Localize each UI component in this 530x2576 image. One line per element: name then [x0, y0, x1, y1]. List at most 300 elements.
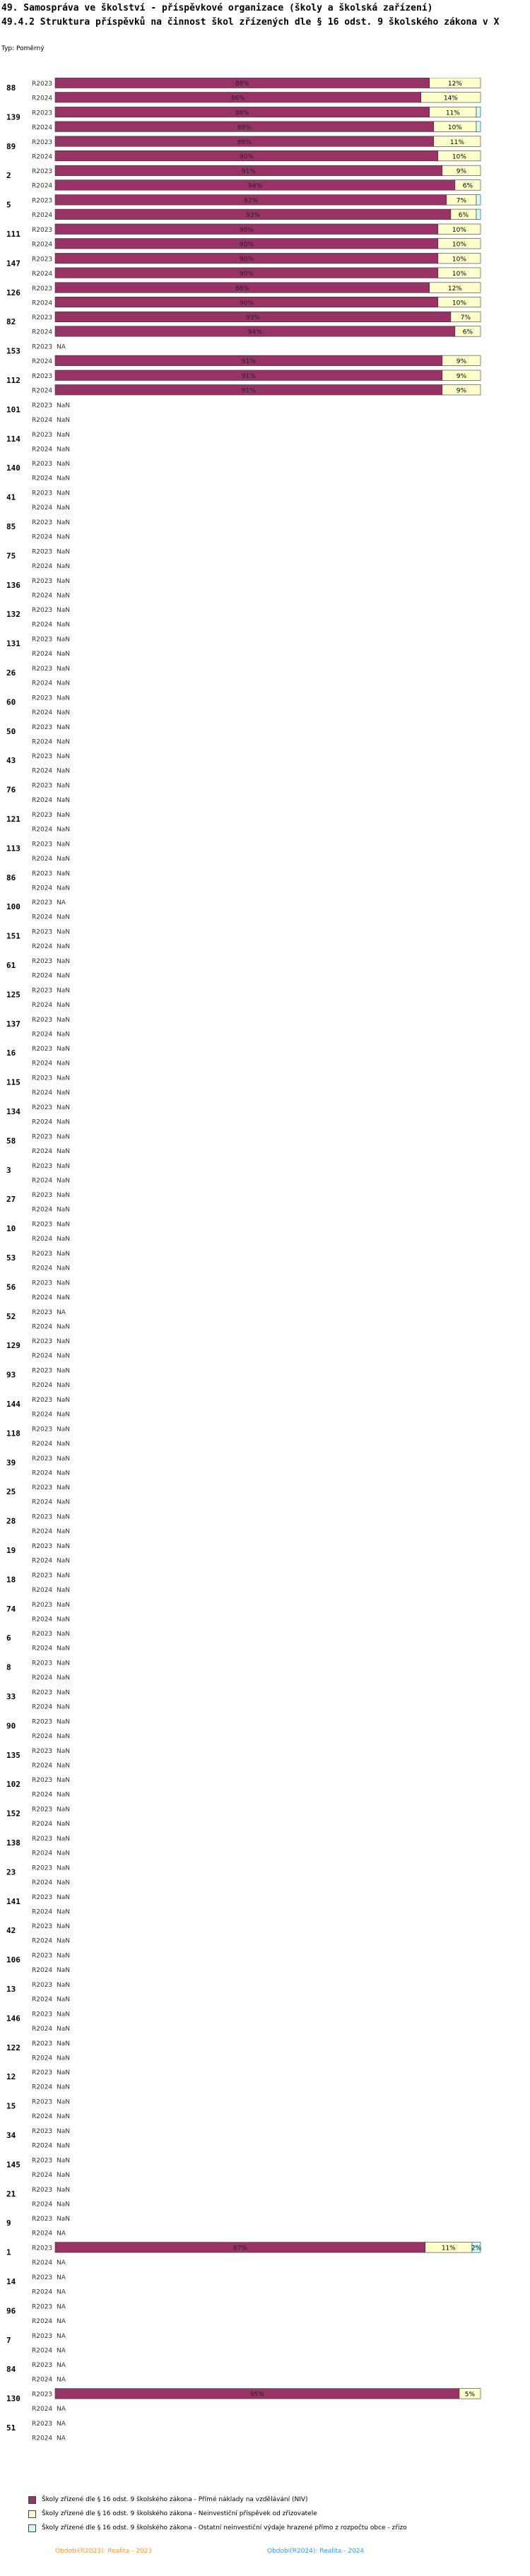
missing-value-label: NaN — [57, 1528, 70, 1536]
period-label: R2023 — [32, 2332, 53, 2340]
bar-value-label: 93% — [245, 212, 260, 220]
period-label: R2024 — [32, 1616, 53, 1624]
group-label: 137 — [6, 1019, 20, 1029]
missing-value-label: NaN — [57, 1426, 70, 1434]
group-label: 86 — [6, 873, 16, 882]
legend-item-prispevek — [28, 2507, 407, 2521]
missing-value-label: NaN — [57, 1338, 70, 1346]
missing-value-label: NaN — [57, 1836, 70, 1843]
bar-segment — [476, 122, 481, 132]
period-label: R2023 — [32, 870, 53, 878]
period-label: R2024 — [32, 1586, 53, 1594]
period-label: R2023 — [32, 227, 53, 234]
period-label: R2024 — [32, 2317, 53, 2325]
missing-value-label: NaN — [57, 1791, 70, 1799]
bar-value-label: 6% — [462, 182, 473, 190]
group-label: 138 — [6, 1838, 20, 1848]
period-label: R2023 — [32, 1075, 53, 1082]
period-label: R2023 — [32, 1397, 53, 1404]
period-label: R2023 — [32, 2069, 53, 2077]
missing-value-label: NaN — [57, 1499, 70, 1506]
legend-item-ostatni — [28, 2521, 407, 2535]
period-label: R2024 — [32, 212, 53, 220]
missing-value-label: NaN — [57, 987, 70, 995]
period-label: R2024 — [32, 2259, 53, 2267]
group-label: 82 — [6, 317, 16, 327]
bar-value-label: 5% — [464, 2391, 476, 2399]
period-label: R2023 — [32, 1513, 53, 1521]
missing-value-label: NaN — [57, 2201, 70, 2209]
missing-value-label: NaN — [57, 2055, 70, 2062]
bar-value-label: 90% — [239, 153, 254, 161]
period-label: R2023 — [32, 1251, 53, 1258]
bar-value-label: 90% — [239, 227, 254, 234]
period-label: R2024 — [32, 709, 53, 716]
period-label: R2024 — [32, 1323, 53, 1331]
period-label: R2023 — [32, 2040, 53, 2048]
period-label: R2024 — [32, 358, 53, 366]
period-label: R2023 — [32, 1601, 53, 1609]
legend-swatch-prispevek — [28, 2510, 36, 2518]
period-label: R2024 — [32, 1499, 53, 1506]
bar-value-label: 91% — [241, 168, 256, 176]
group-label: 33 — [6, 1692, 16, 1701]
period-label: R2024 — [32, 943, 53, 951]
period-label: R2024 — [32, 475, 53, 483]
period-label: R2023 — [32, 490, 53, 497]
missing-value-label: NaN — [57, 1660, 70, 1667]
missing-value-label: NaN — [57, 2025, 70, 2033]
missing-value-label: NaN — [57, 1879, 70, 1886]
period-label: R2023 — [32, 958, 53, 965]
missing-value-label: NaN — [57, 519, 70, 526]
bar-value-label: 94% — [247, 329, 262, 336]
period-label: R2024 — [32, 1645, 53, 1653]
missing-value-label: NaN — [57, 797, 70, 805]
bar-value-label: 9% — [456, 168, 467, 176]
period-label: R2023 — [32, 1016, 53, 1024]
missing-value-label: NaN — [57, 914, 70, 921]
period-label: R2024 — [32, 2084, 53, 2091]
period-label: R2023 — [32, 2098, 53, 2106]
period-label: R2023 — [32, 1660, 53, 1667]
missing-value-label: NaN — [57, 1586, 70, 1594]
missing-value-label: NaN — [57, 1893, 70, 1901]
stacked-bar-chart — [0, 78, 530, 2480]
period-label: R2024 — [32, 855, 53, 863]
group-label: 18 — [6, 1575, 16, 1585]
missing-value-label: NaN — [57, 1265, 70, 1272]
group-label: 131 — [6, 639, 20, 649]
missing-value-label: NaN — [57, 1777, 70, 1785]
group-label: 85 — [6, 522, 16, 531]
group-label: 56 — [6, 1282, 16, 1292]
period-label: R2023 — [32, 1865, 53, 1872]
missing-value-label: NaN — [57, 1236, 70, 1243]
group-label: 26 — [6, 668, 16, 678]
missing-value-label: NaN — [57, 1089, 70, 1097]
missing-value-label: NaN — [57, 1850, 70, 1857]
legend-label-niv: Školy zřízené dle § 16 odst. 9 školského zákona - Přímé náklady na vzdělávání (NIV) — [42, 2496, 308, 2503]
missing-value-label: NA — [57, 343, 66, 351]
bar-segment — [476, 209, 481, 220]
missing-value-label: NaN — [57, 1543, 70, 1550]
period-label: R2024 — [32, 2435, 53, 2442]
missing-value-label: NaN — [57, 446, 70, 454]
group-label: 106 — [6, 1955, 20, 1965]
missing-value-label: NaN — [57, 2040, 70, 2048]
period-label: R2024 — [32, 533, 53, 541]
missing-value-label: NaN — [57, 577, 70, 585]
missing-value-label: NaN — [57, 1382, 70, 1390]
period-label: R2023 — [32, 431, 53, 439]
period-label: R2023 — [32, 2216, 53, 2223]
group-label: 93 — [6, 1370, 16, 1380]
period-label: R2023 — [32, 2245, 53, 2252]
missing-value-label: NaN — [57, 504, 70, 512]
missing-value-label: NaN — [57, 2128, 70, 2135]
period-label: R2023 — [32, 607, 53, 615]
period-label: R2024 — [32, 1470, 53, 1477]
missing-value-label: NaN — [57, 1747, 70, 1755]
period-label: R2024 — [32, 182, 53, 190]
period-label: R2024 — [32, 1557, 53, 1565]
group-label: 25 — [6, 1487, 16, 1497]
missing-value-label: NaN — [57, 1016, 70, 1024]
group-label: 113 — [6, 844, 20, 853]
group-label: 89 — [6, 141, 16, 151]
group-label: 60 — [6, 697, 16, 707]
period-label: R2024 — [32, 387, 53, 395]
period-label: R2024 — [32, 1440, 53, 1448]
missing-value-label: NaN — [57, 1865, 70, 1872]
group-label: 129 — [6, 1341, 20, 1351]
period-label: R2024 — [32, 446, 53, 454]
missing-value-label: NaN — [57, 1177, 70, 1185]
period-label: R2023 — [32, 1280, 53, 1287]
period-label: R2024 — [32, 2171, 53, 2179]
group-label: 125 — [6, 990, 20, 1000]
bar-value-label: 6% — [458, 212, 469, 220]
group-label: 14 — [6, 2277, 16, 2286]
missing-value-label: NaN — [57, 1923, 70, 1931]
period-label: R2023 — [32, 2128, 53, 2135]
group-label: 151 — [6, 931, 20, 941]
missing-value-label: NaN — [57, 2069, 70, 2077]
group-label: 147 — [6, 259, 20, 268]
period-label: R2024 — [32, 1382, 53, 1390]
period-label: R2024 — [32, 1352, 53, 1360]
period-label: R2023 — [32, 2274, 53, 2281]
legend-swatch-ostatni — [28, 2524, 36, 2532]
period-label: R2023 — [32, 1162, 53, 1170]
bar-value-label: 11% — [445, 110, 460, 117]
missing-value-label: NaN — [57, 1280, 70, 1287]
group-label: 23 — [6, 1867, 16, 1877]
period-label: R2023 — [32, 2362, 53, 2370]
group-label: 34 — [6, 2131, 16, 2140]
bar-value-label: 10% — [452, 270, 466, 278]
legend-label-prispevek: Školy zřízené dle § 16 odst. 9 školského zákona - Neinvestiční příspěvek od zřizovatele — [42, 2510, 317, 2517]
group-label: 144 — [6, 1400, 20, 1409]
group-label: 139 — [6, 112, 20, 122]
missing-value-label: NaN — [57, 1631, 70, 1638]
missing-value-label: NaN — [57, 1674, 70, 1682]
title-line-2: 49.4.2 Struktura příspěvků na činnost škol zřízených dle § 16 odst. 9 školského zákona v X — [1, 17, 500, 28]
period-label: R2024 — [32, 1937, 53, 1945]
group-label: 53 — [6, 1253, 16, 1263]
period-label: R2023 — [32, 1221, 53, 1229]
group-label: 19 — [6, 1546, 16, 1555]
missing-value-label: NaN — [57, 1411, 70, 1419]
period-label: R2024 — [32, 504, 53, 512]
missing-value-label: NaN — [57, 709, 70, 716]
bar-value-label: 91% — [241, 387, 256, 395]
group-label: 51 — [6, 2423, 16, 2433]
period-label: R2023 — [32, 577, 53, 585]
period-label: R2024 — [32, 738, 53, 746]
missing-value-label: NA — [57, 2421, 66, 2428]
bar-value-label: 10% — [452, 227, 466, 234]
period-label: R2024 — [32, 1821, 53, 1828]
bar-value-label: 88% — [235, 110, 249, 117]
missing-value-label: NA — [57, 2332, 66, 2340]
missing-value-label: NaN — [57, 1251, 70, 1258]
missing-value-label: NaN — [57, 1732, 70, 1740]
period-label: R2023 — [32, 1893, 53, 1901]
period-label: R2023 — [32, 1104, 53, 1111]
group-label: 141 — [6, 1896, 20, 1906]
missing-value-label: NA — [57, 2230, 66, 2238]
period-label: R2024 — [32, 1236, 53, 1243]
bar-value-label: 7% — [460, 314, 471, 322]
missing-value-label: NA — [57, 2435, 66, 2442]
group-label: 58 — [6, 1136, 16, 1146]
footer-period-2023: Obdobi(R2023): Realita - 2023 — [55, 2548, 153, 2555]
missing-value-label: NaN — [57, 870, 70, 878]
missing-value-label: NaN — [57, 1352, 70, 1360]
period-label: R2024 — [32, 1762, 53, 1770]
group-label: 121 — [6, 815, 20, 824]
bar-value-label: 10% — [452, 153, 466, 161]
missing-value-label: NaN — [57, 943, 70, 951]
missing-value-label: NaN — [57, 621, 70, 629]
period-label: R2024 — [32, 2113, 53, 2121]
group-label: 111 — [6, 230, 20, 239]
legend-swatch-niv — [28, 2496, 36, 2504]
group-label: 13 — [6, 1985, 16, 1994]
bar-value-label: 88% — [235, 81, 249, 88]
missing-value-label: NA — [57, 2288, 66, 2296]
period-label: R2023 — [32, 1455, 53, 1463]
period-label: R2023 — [32, 1367, 53, 1375]
missing-value-label: NaN — [57, 402, 70, 410]
missing-value-label: NaN — [57, 753, 70, 761]
missing-value-label: NaN — [57, 1031, 70, 1039]
bar-value-label: 12% — [447, 81, 462, 88]
period-label: R2023 — [32, 1718, 53, 1726]
period-label: R2024 — [32, 1791, 53, 1799]
missing-value-label: NaN — [57, 2157, 70, 2165]
period-label: R2024 — [32, 1879, 53, 1886]
period-label: R2024 — [32, 1001, 53, 1009]
group-label: 10 — [6, 1224, 16, 1234]
missing-value-label: NaN — [57, 2216, 70, 2223]
bar-value-label: 89% — [237, 138, 252, 146]
bar-value-label: 9% — [456, 358, 467, 366]
period-label: R2023 — [32, 1777, 53, 1785]
period-label: R2024 — [32, 329, 53, 336]
period-label: R2024 — [32, 2025, 53, 2033]
bar-value-label: 6% — [462, 329, 473, 336]
group-label: 90 — [6, 1721, 16, 1731]
bar-value-label: 93% — [245, 314, 260, 322]
period-label: R2023 — [32, 168, 53, 176]
legend — [28, 2493, 407, 2535]
missing-value-label: NaN — [57, 1996, 70, 2004]
missing-value-label: NaN — [57, 1147, 70, 1155]
bar-value-label: 90% — [239, 300, 254, 307]
missing-value-label: NaN — [57, 1162, 70, 1170]
group-label: 9 — [6, 2218, 11, 2228]
group-label: 16 — [6, 1048, 16, 1058]
missing-value-label: NaN — [57, 2186, 70, 2194]
missing-value-label: NaN — [57, 533, 70, 541]
missing-value-label: NaN — [57, 490, 70, 497]
period-label: R2024 — [32, 270, 53, 278]
period-label: R2023 — [32, 1952, 53, 1960]
title-line-1: 49. Samospráva ve školství - příspěvkové organizace (školy a školská zařízení) — [1, 3, 433, 13]
group-label: 135 — [6, 1750, 20, 1760]
missing-value-label: NaN — [57, 475, 70, 483]
missing-value-label: NaN — [57, 1689, 70, 1696]
period-label: R2023 — [32, 1747, 53, 1755]
missing-value-label: NaN — [57, 928, 70, 936]
bar-value-label: 91% — [241, 373, 256, 380]
group-label: 27 — [6, 1195, 16, 1205]
period-label: R2024 — [32, 1206, 53, 1214]
missing-value-label: NaN — [57, 680, 70, 687]
missing-value-label: NaN — [57, 1937, 70, 1945]
missing-value-label: NaN — [57, 461, 70, 468]
period-label: R2024 — [32, 621, 53, 629]
missing-value-label: NaN — [57, 1821, 70, 1828]
missing-value-label: NaN — [57, 1572, 70, 1580]
bar-value-label: 14% — [443, 95, 458, 102]
group-label: 152 — [6, 1809, 20, 1819]
bar-segment — [476, 107, 481, 117]
group-label: 15 — [6, 2101, 16, 2111]
period-label: R2023 — [32, 402, 53, 410]
missing-value-label: NaN — [57, 1440, 70, 1448]
period-label: R2024 — [32, 1996, 53, 2004]
period-label: R2023 — [32, 81, 53, 88]
period-label: R2024 — [32, 2347, 53, 2355]
period-label: R2024 — [32, 300, 53, 307]
missing-value-label: NaN — [57, 1455, 70, 1463]
bar-value-label: 12% — [447, 285, 462, 293]
group-label: 74 — [6, 1604, 16, 1614]
period-label: R2024 — [32, 1060, 53, 1068]
period-label: R2024 — [32, 592, 53, 600]
period-label: R2024 — [32, 826, 53, 834]
group-label: 101 — [6, 405, 20, 415]
period-label: R2024 — [32, 2288, 53, 2296]
period-label: R2023 — [32, 1631, 53, 1638]
missing-value-label: NaN — [57, 1075, 70, 1082]
bar-value-label: 11% — [449, 138, 464, 146]
group-label: 52 — [6, 1311, 16, 1321]
period-label: R2023 — [32, 1543, 53, 1550]
missing-value-label: NaN — [57, 2098, 70, 2106]
missing-value-label: NaN — [57, 2084, 70, 2091]
missing-value-label: NA — [57, 2303, 66, 2311]
missing-value-label: NaN — [57, 1703, 70, 1711]
group-label: 84 — [6, 2365, 16, 2375]
bar-value-label: 88% — [235, 285, 249, 293]
period-label: R2024 — [32, 562, 53, 570]
period-label: R2024 — [32, 2201, 53, 2209]
group-label: 134 — [6, 1107, 20, 1116]
missing-value-label: NaN — [57, 651, 70, 658]
group-label: 115 — [6, 1077, 20, 1087]
missing-value-label: NaN — [57, 855, 70, 863]
missing-value-label: NA — [57, 2406, 66, 2413]
missing-value-label: NaN — [57, 1806, 70, 1814]
bar-value-label: 90% — [239, 270, 254, 278]
missing-value-label: NaN — [57, 562, 70, 570]
period-label: R2024 — [32, 1528, 53, 1536]
period-label: R2024 — [32, 914, 53, 921]
period-label: R2023 — [32, 1133, 53, 1141]
period-label: R2023 — [32, 753, 53, 761]
missing-value-label: NaN — [57, 812, 70, 819]
bar-value-label: 11% — [441, 2245, 456, 2252]
group-label: 102 — [6, 1780, 20, 1790]
period-label: R2023 — [32, 2157, 53, 2165]
legend-label-ostatni: Školy zřízené dle § 16 odst. 9 školského zákona - Ostatní neinvestiční výdaje hrazené přímo z rozpočtu obce - zřizo — [42, 2524, 407, 2531]
period-label: R2024 — [32, 1703, 53, 1711]
group-label: 8 — [6, 1662, 11, 1672]
missing-value-label: NaN — [57, 1513, 70, 1521]
group-label: 146 — [6, 2014, 20, 2023]
missing-value-label: NaN — [57, 2113, 70, 2121]
missing-value-label: NaN — [57, 2011, 70, 2019]
group-label: 12 — [6, 2072, 16, 2082]
missing-value-label: NaN — [57, 1967, 70, 1975]
bar-value-label: 91% — [241, 358, 256, 366]
missing-value-label: NaN — [57, 1908, 70, 1916]
group-label: 126 — [6, 288, 20, 297]
missing-value-label: NaN — [57, 1470, 70, 1477]
bar-value-label: 10% — [452, 241, 466, 249]
missing-value-label: NaN — [57, 1982, 70, 1989]
missing-value-label: NaN — [57, 1001, 70, 1009]
group-label: 43 — [6, 756, 16, 766]
period-label: R2024 — [32, 95, 53, 102]
group-label: 1 — [6, 2247, 11, 2257]
missing-value-label: NaN — [57, 1133, 70, 1141]
period-label: R2024 — [32, 416, 53, 424]
missing-value-label: NaN — [57, 1718, 70, 1726]
missing-value-label: NaN — [57, 666, 70, 673]
missing-value-label: NaN — [57, 1192, 70, 1200]
footer-period-2024: Obdobi(R2024): Realita - 2024 — [267, 2548, 365, 2555]
period-label: R2024 — [32, 2142, 53, 2150]
bar-value-label: 7% — [456, 197, 467, 205]
period-label: R2024 — [32, 651, 53, 658]
missing-value-label: NaN — [57, 416, 70, 424]
